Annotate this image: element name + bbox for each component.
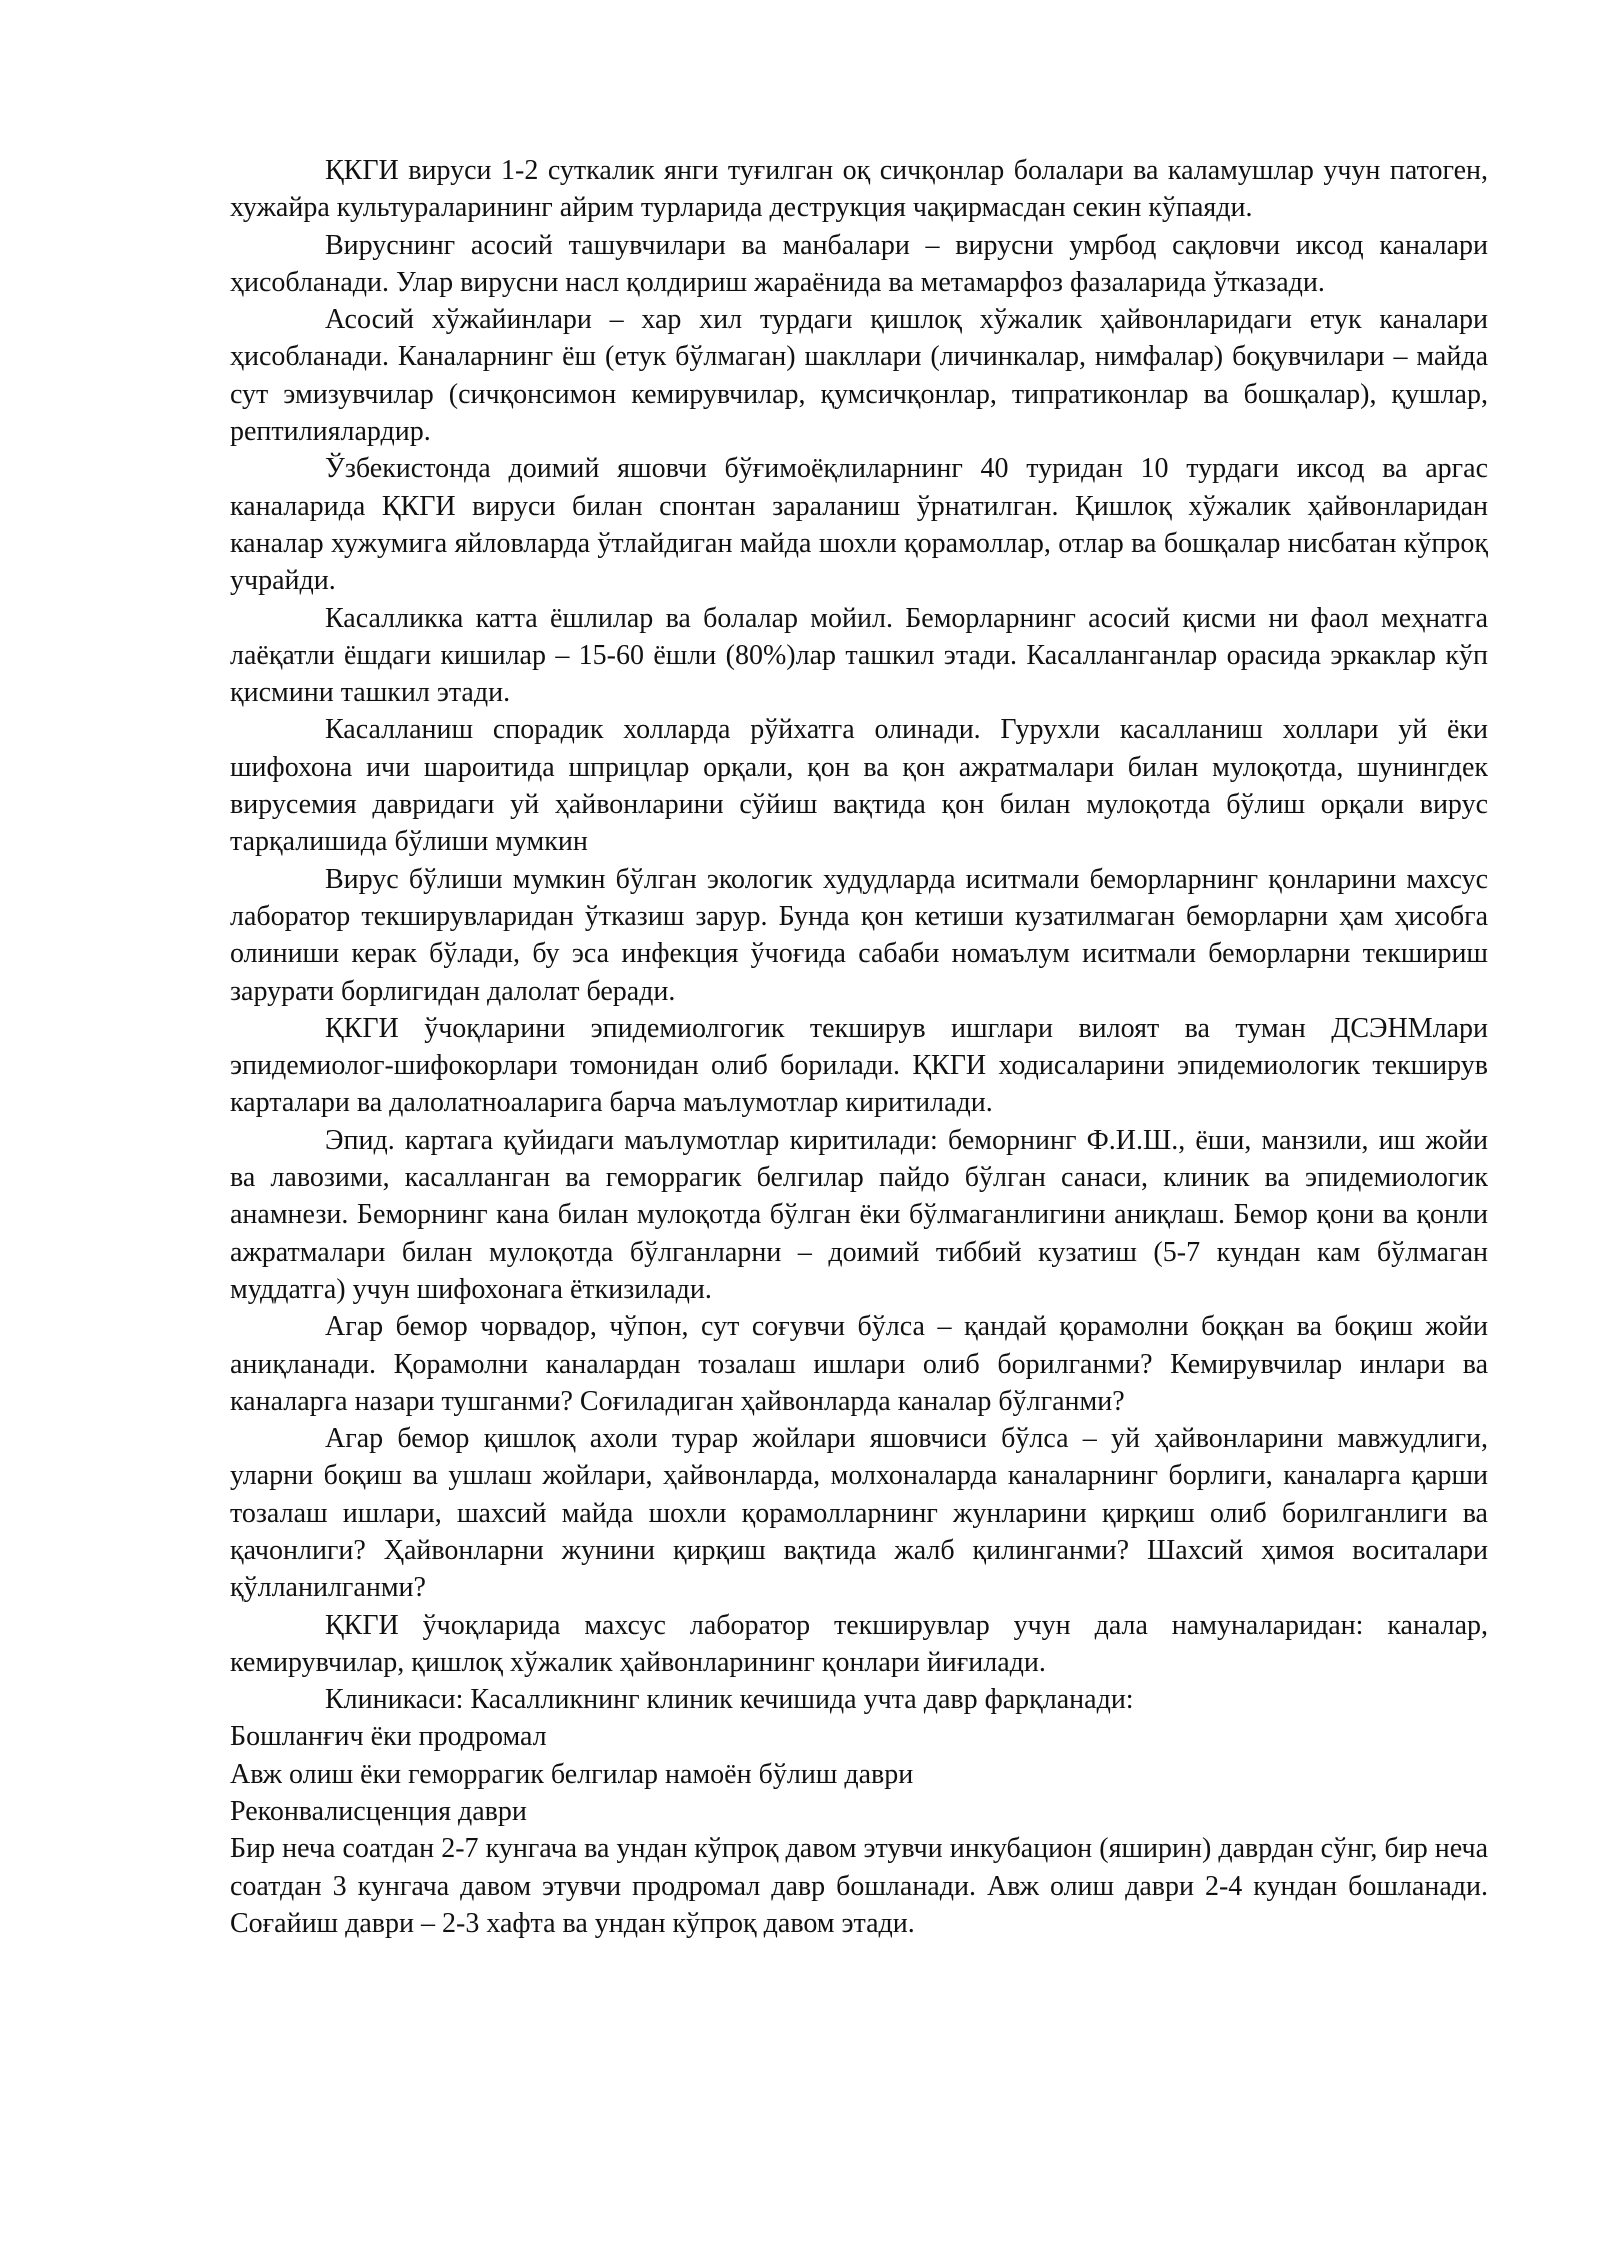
paragraph: Клиникаси: Касалликнинг клиник кечишида учта давр фарқланади:	[325, 1684, 1134, 1716]
list-item: Авж олиш ёки геморрагик белгилар намоён бўлиш даври	[230, 1758, 914, 1790]
paragraph: Ўзбекистонда доимий яшовчи бўғимоёқлиларнинг 40 туридан 10 турдаги иксод ва аргас каналарида ҚКГИ вируси билан спонтан зараланиш ўрнатилган. Қишлоқ хўжалик ҳайвонларидан каналар хужумига яйловларда ўтлайдиган майда шохли қорамоллар, отлар ва бошқалар нисбатан кўпроқ учрайди.	[230, 453, 1488, 597]
paragraph: Асосий хўжайинлари – хар хил турдаги қишлоқ хўжалик ҳайвонларидаги етук каналари ҳисобланади. Каналарнинг ёш (етук бўлмаган) шакллари (личинкалар, нимфалар) боқувчилари – майда сут эмизувчилар (сичқонсимон кемирувчилар, қумсичқонлар, типратиконлар ва бошқалар), қушлар, рептилиялардир.	[230, 304, 1488, 448]
paragraph: Бир неча соатдан 2-7 кунгача ва ундан кўпроқ давом этувчи инкубацион (яширин) даврдан сўнг, бир неча соатдан 3 кунгача давом этувчи продромал давр бошланади. Авж олиш даври 2-4 кундан бошланади. Соғайиш даври – 2-3 хафта ва ундан кўпроқ давом этади.	[230, 1833, 1488, 1939]
paragraph: Касалликка катта ёшлилар ва болалар мойил. Беморларнинг асосий қисми ни фаол меҳнатга лаёқатли ёшдаги кишилар – 15-60 ёшли (80%)лар ташкил этади. Касалланганлар орасида эркаклар кўп қисмини ташкил этади.	[230, 602, 1488, 709]
paragraph: Вирус бўлиши мумкин бўлган экологик худудларда иситмали беморларнинг қонларини махсус лаборатор текширувларидан ўтказиш зарур. Бунда қон кетиши кузатилмаган беморларни ҳам ҳисобга олиниши керак бўлади, бу эса инфекция ўчоғида сабаби номаълум иситмали беморларни текшириш зарурати борлигидан далолат беради.	[230, 863, 1488, 1007]
document-page	[230, 152, 1488, 1942]
paragraph: Эпид. картага қуйидаги маълумотлар киритилади: беморнинг Ф.И.Ш., ёши, манзили, иш жойи ва лавозими, касалланган ва геморрагик белгилар пайдо бўлган санаси, клиник ва эпидемиологик анамнези. Беморнинг кана билан мулоқотда бўлган ёки бўлмаганлигини аниқлаш. Бемор қони ва қонли ажратмалари билан мулоқотда бўлганларни – доимий тиббий кузатиш (5-7 кундан кам бўлмаган муддатга) учун шифохонага ёткизилади.	[230, 1124, 1488, 1305]
list-item: Бошланғич ёки продромал	[230, 1721, 547, 1753]
paragraph: Вируснинг асосий ташувчилари ва манбалари – вирусни умрбод сақловчи иксод каналари ҳисобланади. Улар вирусни насл қолдириш жараёнида ва метамарфоз фазаларида ўтказади.	[230, 229, 1488, 298]
paragraph: Касалланиш спорадик холларда рўйхатга олинади. Гурухли касалланиш холлари уй ёки шифохона ичи шароитида шприцлар орқали, қон ва қон ажратмалари билан мулоқотда, шунингдек вирусемия давридаги уй ҳайвонларини сўйиш вақтида қон билан мулоқотда бўлиш орқали вирус тарқалишида бўлиши мумкин	[230, 714, 1488, 858]
paragraph: ҚКГИ вируси 1-2 суткалик янги туғилган оқ сичқонлар болалари ва каламушлар учун патоген, хужайра культураларининг айрим турларида деструкция чақирмасдан секин кўпаяди.	[230, 155, 1488, 224]
list-item: Реконвалисценция даври	[230, 1796, 527, 1828]
paragraph: ҚКГИ ўчоқларида махсус лаборатор текширувлар учун дала намуналаридан: каналар, кемирувчилар, қишлоқ хўжалик ҳайвонларининг қонлари йиғилади.	[230, 1609, 1488, 1678]
paragraph: Агар бемор чорвадор, чўпон, сут соғувчи бўлса – қандай қорамолни боққан ва боқиш жойи аниқланади. Қорамолни каналардан тозалаш ишлари олиб борилганми? Кемирувчилар инлари ва каналарга назари тушганми? Соғиладиган ҳайвонларда каналар бўлганми?	[230, 1311, 1488, 1417]
paragraph: Агар бемор қишлоқ ахоли турар жойлари яшовчиси бўлса – уй ҳайвонларини мавжудлиги, уларни боқиш ва ушлаш жойлари, ҳайвонларда, молхоналарда каналарнинг борлиги, каналарга қарши тозалаш ишлари, шахсий майда шохли қорамолларнинг жунларини қирқиш олиб борилганлиги ва қачонлиги? Ҳайвонларни жунини қирқиш вақтида жалб қилинганми? Шахсий ҳимоя воситалари қўлланилганми?	[230, 1423, 1488, 1604]
paragraph: ҚКГИ ўчоқларини эпидемиолгогик текширув ишглари вилоят ва туман ДСЭНМлари эпидемиолог-шифокорлари томонидан олиб борилади. ҚКГИ ходисаларини эпидемиологик текширув карталари ва далолатноаларига барча маълумотлар киритилади.	[230, 1012, 1488, 1119]
